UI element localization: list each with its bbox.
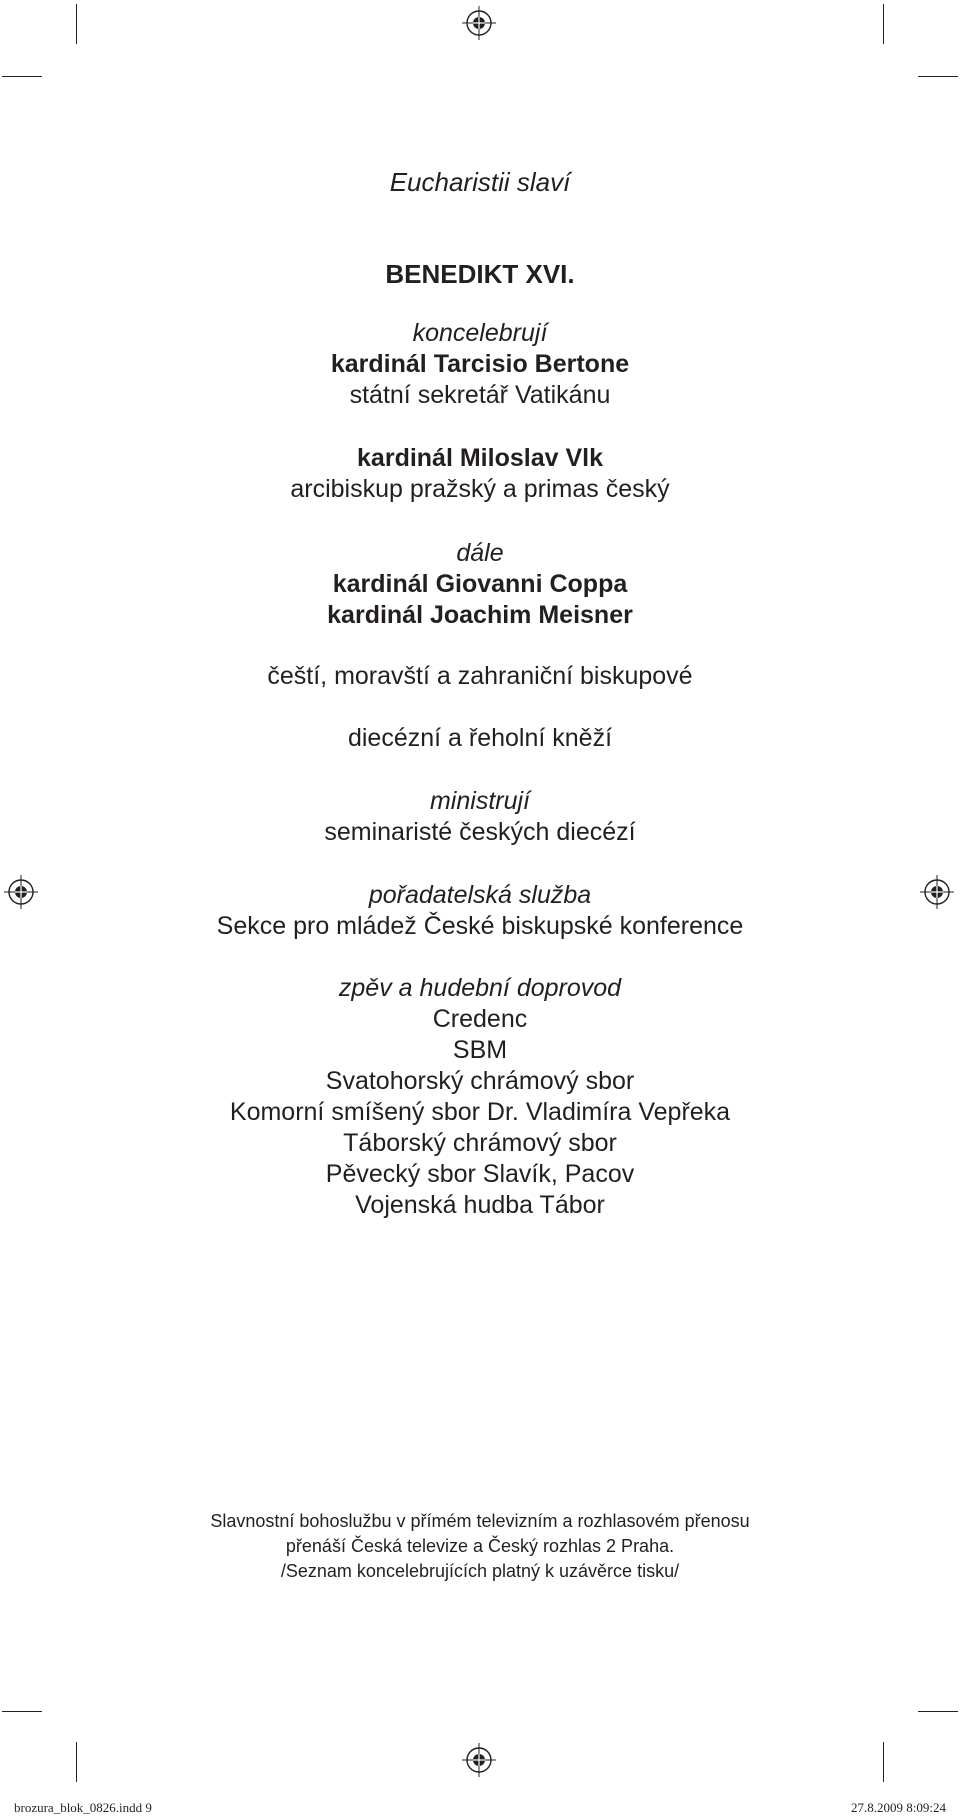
person-name: kardinál Joachim Meisner [327, 601, 633, 629]
person-title: arcibiskup pražský a primas český [290, 475, 670, 503]
ensemble-name: Pěvecký sbor Slavík, Pacov [325, 1160, 635, 1188]
section-concelebrants [0, 318, 960, 411]
person-title: státní sekretář Vatikánu [349, 381, 611, 409]
section-role: zpěv a hudební doprovod [338, 974, 622, 1002]
section-text: Sekce pro mládež České biskupské konference [216, 912, 744, 940]
section-music [0, 973, 960, 1221]
note-line: přenáší Česká televize a Český rozhlas 2 Praha. [285, 1536, 675, 1556]
section-role: pořadatelská služba [368, 881, 592, 909]
person-name: kardinál Miloslav Vlk [357, 444, 603, 472]
section-further-cardinals [0, 538, 960, 631]
crop-mark-bottom-left-vertical [76, 1742, 77, 1782]
crop-mark-top-right-vertical [883, 4, 884, 44]
crop-mark-top-left-vertical [76, 4, 77, 44]
ensemble-name: Vojenská hudba Tábor [355, 1191, 605, 1219]
note-line: /Seznam koncelebrujících platný k uzávěrce tisku/ [280, 1561, 680, 1581]
page-heading: Eucharistii slaví [389, 167, 571, 197]
note-line: Slavnostní bohoslužbu v přímém televizním a rozhlasovém přenosu [210, 1511, 750, 1531]
person-name: kardinál Tarcisio Bertone [330, 350, 630, 378]
ensemble-name: SBM [452, 1036, 508, 1064]
print-slug-timestamp: 27.8.2009 8:09:24 [851, 1800, 946, 1815]
section-priests [0, 723, 960, 754]
section-text: seminaristé českých diecézí [324, 818, 636, 846]
section-vlk [0, 443, 960, 505]
ensemble-name: Táborský chrámový sbor [343, 1129, 617, 1157]
celebrant-name: BENEDIKT XVI. [385, 259, 575, 289]
ensemble-name: Svatohorský chrámový sbor [325, 1067, 635, 1095]
section-text: čeští, moravští a zahraniční biskupové [267, 662, 693, 690]
section-bishops [0, 661, 960, 692]
crop-mark-bottom-right-horizontal [918, 1711, 958, 1712]
crop-mark-top-right-horizontal [918, 76, 958, 77]
section-ministrants [0, 786, 960, 848]
crop-mark-bottom-right-vertical [883, 1742, 884, 1782]
section-role: koncelebrují [412, 319, 548, 347]
ensemble-name: Credenc [432, 1005, 528, 1033]
broadcast-note [0, 1509, 960, 1584]
section-role: dále [456, 539, 504, 567]
registration-mark-icon [462, 1743, 496, 1777]
section-organizers [0, 880, 960, 942]
registration-mark-icon [462, 6, 496, 40]
print-slug-filename: brozura_blok_0826.indd 9 [14, 1800, 152, 1815]
section-role: ministrují [429, 787, 530, 815]
section-text: diecézní a řeholní kněží [347, 724, 613, 752]
ensemble-name: Komorní smíšený sbor Dr. Vladimíra Vepřeka [229, 1098, 731, 1126]
crop-mark-bottom-left-horizontal [2, 1711, 42, 1712]
crop-mark-top-left-horizontal [2, 76, 42, 77]
person-name: kardinál Giovanni Coppa [332, 570, 628, 598]
